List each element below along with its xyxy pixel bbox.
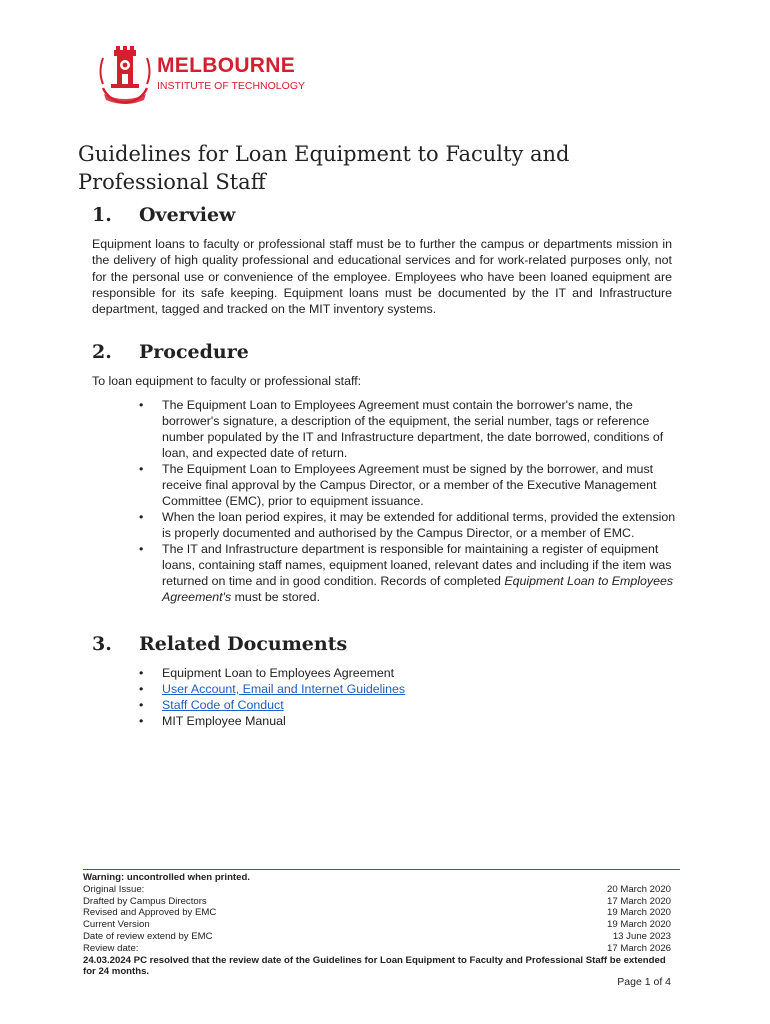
footer-row — [83, 919, 680, 931]
footer-label: Current Version — [83, 919, 150, 931]
footer-row — [83, 943, 680, 955]
footer-label: Date of review extend by EMC — [83, 930, 213, 942]
list-item: • The Equipment Loan to Employees Agreement must contain the borrower's name, the borrower's signature, a description of the equipment, the serial number, tags or reference number populated by the IT and Infrastructure department, the date borrowed, conditions of loan, and expected date of return. — [136, 397, 676, 461]
list-item — [136, 697, 676, 713]
related-documents-list — [136, 665, 676, 729]
list-item — [136, 713, 676, 729]
related-doc-user-account-link[interactable]: User Account, Email and Internet Guidelines — [162, 682, 406, 696]
related-doc-equipment-loan-agreement: Equipment Loan to Employees Agreement — [162, 666, 395, 680]
section-title: Procedure — [139, 341, 249, 363]
footer-label: Original Issue: — [83, 883, 145, 895]
related-doc-employee-manual: MIT Employee Manual — [162, 714, 286, 728]
footer-row — [83, 931, 680, 943]
overview-paragraph: Equipment loans to faculty or professional staff must be to further the campus or departments mission in the delivery of high quality professional and educational services and for work-related purposes only, not for the personal use or convenience of the employee. Employees who have been loaned equipment are responsible for its safe keeping. Equipment loans must be documented by the IT and Infrastructure department, tagged and tracked on the MIT inventory systems. — [92, 237, 672, 317]
logo-subtitle: INSTITUTE OF TECHNOLOGY — [157, 80, 305, 92]
footer-value: 13 June 2023 — [612, 930, 671, 942]
footer-label: Drafted by Campus Directors — [83, 895, 207, 907]
logo-name: MELBOURNE — [157, 54, 296, 77]
list-item — [136, 681, 676, 697]
list-item: • When the loan period expires, it may be extended for additional terms, provided the extension is properly documented and authorised by the Campus Director, or a member of EMC. — [136, 509, 676, 541]
footer-value: 17 March 2020 — [607, 895, 671, 907]
section-number: 2. — [92, 341, 112, 363]
footer-label: Review date: — [83, 942, 139, 954]
footer-value: 19 March 2020 — [607, 907, 671, 919]
section-related-heading — [92, 633, 347, 655]
procedure-list — [136, 397, 676, 605]
section-number: 3. — [92, 633, 112, 655]
section-title: Related Documents — [139, 633, 348, 655]
section-number: 1. — [92, 204, 112, 226]
list-item — [136, 665, 676, 681]
page-number: Page 1 of 4 — [617, 976, 671, 988]
list-item — [136, 541, 676, 605]
list-item: • The Equipment Loan to Employees Agreement must be signed by the borrower, and must receive final approval by the Campus Director, or a member of the Executive Management Committee (EMC), prior to equipment issuance. — [136, 461, 676, 509]
institute-logo — [97, 44, 305, 108]
section-title: Overview — [139, 204, 236, 226]
section-procedure-heading — [92, 341, 249, 363]
footer-row — [83, 884, 680, 896]
document-title: Guidelines for Loan Equipment to Faculty and Professional Staff — [78, 142, 570, 194]
footer-row — [83, 896, 680, 908]
section-overview-heading — [92, 204, 235, 226]
footer-warning: Warning: uncontrolled when printed. — [83, 872, 250, 883]
footer-value: 17 March 2026 — [607, 942, 671, 954]
related-doc-staff-code-link[interactable]: Staff Code of Conduct — [162, 698, 284, 712]
agreement-name-italic: Equipment Loan to Employees Agreement's — [162, 574, 674, 604]
document-footer — [83, 869, 680, 978]
footer-value: 19 March 2020 — [607, 919, 671, 931]
footer-value: 20 March 2020 — [607, 883, 671, 895]
procedure-intro: To loan equipment to faculty or professional staff: — [92, 374, 362, 388]
footer-row — [83, 907, 680, 919]
footer-review-note: 24.03.2024 PC resolved that the review date of the Guidelines for Loan Equipment to Faculty and Professional Staff be extended for 24 months. — [83, 954, 666, 978]
item-text: The IT and Infrastructure department is responsible for maintaining a register of equipment loans, containing staff names, equipment loaned, relevant dates and including if the item was returned on time and in good condition. Records of completed — [162, 542, 672, 588]
footer-label: Revised and Approved by EMC — [83, 907, 217, 919]
institute-crest-icon — [97, 44, 153, 108]
item-text-end: must be stored. — [231, 590, 321, 604]
